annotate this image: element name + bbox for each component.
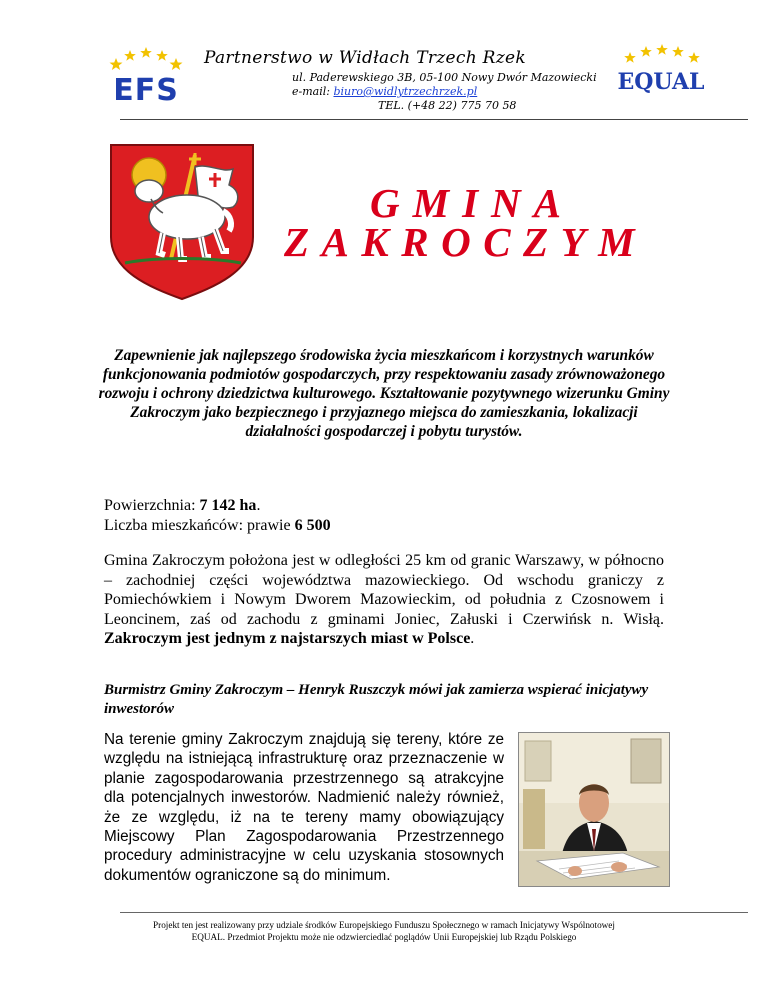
efs-logo — [100, 44, 192, 106]
footer — [100, 919, 668, 943]
area-value: 7 142 ha — [199, 497, 257, 514]
footer-divider — [120, 912, 748, 913]
footer-line-2: EQUAL. Przedmiot Projektu może nie odzwierciedlać poglądów Unii Europejskiej lub Rządu Polskiego — [191, 932, 577, 942]
population-label: Liczba mieszkańców: prawie — [104, 516, 295, 534]
header-title: Partnerstwo w Widłach Trzech Rzek — [204, 48, 526, 68]
page-title-line-1: GMINA — [370, 180, 574, 226]
efs-logo-text: EFS — [113, 73, 179, 106]
header-address: ul. Paderewskiego 3B, 05-100 Nowy Dwór Mazowiecki — [292, 71, 597, 84]
footer-line-1: Projekt ten jest realizowany przy udziale środków Europejskiego Funduszu Społecznego w ramach Inicjatywy Wspólnotowej — [153, 920, 615, 930]
area-suffix: . — [256, 497, 261, 514]
page-title-line-2: ZAKROCZYM — [284, 219, 648, 265]
coat-of-arms-image — [105, 141, 259, 301]
email-label: e-mail: — [292, 85, 334, 98]
mayor-photo — [518, 732, 670, 887]
header-phone: TEL. (+48 22) 775 70 58 — [378, 99, 517, 112]
intro-paragraph — [104, 551, 664, 649]
area-label: Powierzchnia: — [104, 497, 200, 514]
population-value: 6 500 — [294, 516, 331, 534]
interview-paragraph: Na terenie gminy Zakroczym znajdują się tereny, które ze względu na istniejącą infrastrukturę oraz przeznaczenie w planie zagospodarowania przestrzennego są atrakcyjne dla potencjalnych inwestorów. Nadmienić należy również, że ze względu, iż na te tereny mamy obowiązujący Miejscowy Plan Zagospodarowania Przestrzennego procedury administracyjne w celu uzyskania stosownych dokumentów ograniczone są do minimum. — [104, 731, 504, 884]
equal-logo-text: EQUAL — [617, 69, 705, 95]
equal-logo — [608, 42, 714, 100]
email-link[interactable]: biuro@widlytrzechrzek.pl — [333, 85, 478, 98]
header-divider — [120, 119, 748, 120]
statistics — [104, 496, 664, 535]
population-row — [104, 516, 664, 536]
mission-statement: Zapewnienie jak najlepszego środowiska życia mieszkańcom i korzystnych warunków funkcjonowania podmiotów gospodarczych, przy respektowaniu zasady zrównoważonego rozwoju i ochrony dziedzictwa kulturowego. Kształtowanie pozytywnego wizerunku Gminy Zakroczym jako bezpiecznego i przyjaznego miejsca do zamieszkania, lokalizacji działalności gospodarczej i pobytu turystów. — [98, 347, 670, 440]
intro-bold-text: Zakroczym jest jednym z najstarszych miast w Polsce — [104, 630, 471, 647]
interview-heading: Burmistrz Gminy Zakroczym – Henryk Ruszczyk mówi jak zamierza wspierać inicjatywy inwestorów — [104, 682, 649, 717]
intro-end: . — [470, 630, 475, 647]
area-row — [104, 496, 664, 516]
intro-text: Gmina Zakroczym położona jest w odległości 25 km od granic Warszawy, w północno – zachodniej części województwa mazowieckiego. Od wschodu graniczy z Pomiechówkiem i Nowym Dworem Mazowieckim, od południa z Czosnowem i Leoncinem, zaś od zachodu z gminami Joniec, Załuski i Czerwińsk n. Wisłą. — [104, 552, 664, 628]
header-email-row — [292, 85, 477, 98]
